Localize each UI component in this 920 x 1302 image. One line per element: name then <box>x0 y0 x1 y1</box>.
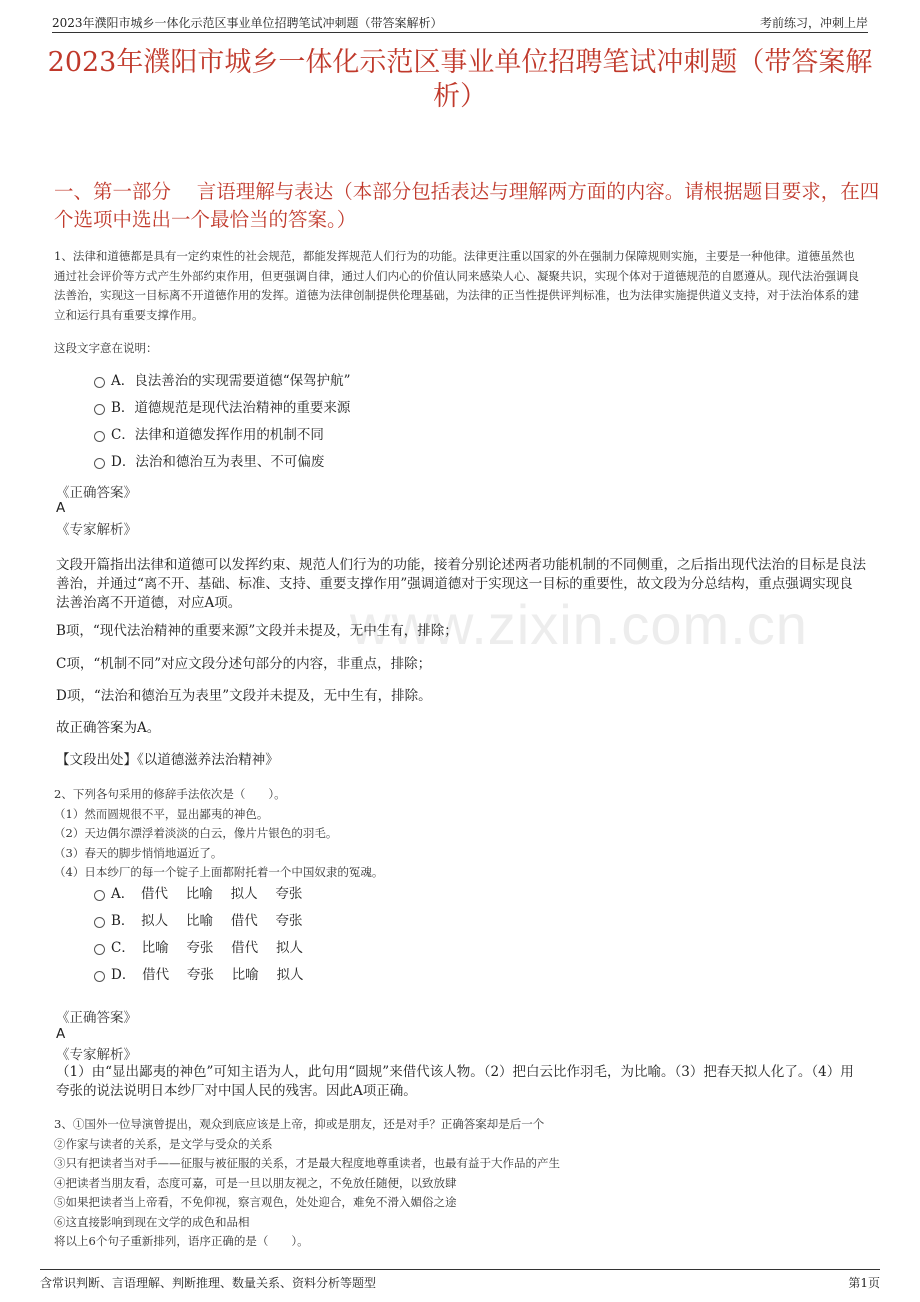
answer-value: A <box>56 500 66 516</box>
analysis-paragraph: D项，“法治和德治互为表里”文段并未提及，无中生有，排除。 <box>56 688 432 704</box>
radio-icon[interactable] <box>94 431 105 442</box>
radio-icon[interactable] <box>94 890 105 901</box>
option-a[interactable]: A． 借代 比喻 拟人 夸张 <box>94 881 303 908</box>
radio-icon[interactable] <box>94 404 105 415</box>
question-1-options <box>94 368 351 476</box>
watermark: www.zixin.com.cn <box>350 593 808 656</box>
question-1-ask: 这段文字意在说明： <box>54 341 158 355</box>
header-doc-title: 2023年濮阳市城乡一体化示范区事业单位招聘笔试冲刺题（带答案解析） <box>52 16 443 30</box>
page-header <box>52 10 868 33</box>
question-2-stem: 2、下列各句采用的修辞手法依次是（ ）。 （1）然而圆规很不平，显出鄙夷的神色。 （2）天边偶尔漂浮着淡淡的白云，像片片银色的羽毛。 （3）春天的脚步悄悄地逼近了。 （4）日本纱厂的每一个锭子上面都附托着一个中国奴隶的冤魂。 <box>54 787 384 879</box>
analysis-paragraph: B项，“现代法治精神的重要来源”文段并未提及，无中生有，排除； <box>56 623 458 639</box>
analysis-paragraph: 文段开篇指出法律和道德可以发挥约束、规范人们行为的功能，接着分别论述两者功能机制的不同侧重，之后指出现代法治的目标是良法善治，并通过“离不开、基础、标准、支持、重要支撑作用”强调道德对于实现这一目标的重要性，故文段为分总结构，重点强调实现良法善治离不开道德，对应A项。 <box>56 557 866 611</box>
answer-label: 《正确答案》 <box>56 1010 137 1026</box>
option-c[interactable]: C．法律和道德发挥作用的机制不同 <box>94 422 351 449</box>
option-b[interactable]: B．道德规范是现代法治精神的重要来源 <box>94 395 351 422</box>
radio-icon[interactable] <box>94 917 105 928</box>
question-1-stem: 1、法律和道德都是具有一定约束性的社会规范，都能发挥规范人们行为的功能。法律更注重以国家的外在强制力保障规则实施，主要是一种他律。道德虽然也通过社会评价等方式产生外部约束作用，但更强调自律，通过人们内心的价值认同来感染人心、凝聚共识，实现个体对于道德规范的自愿遵从。现代法治强调良法善治，实现这一目标离不开道德作用的发挥。道德为法律创制提供伦理基础，为法律的正当性提供评判标准，也为法律实施提供道义支持，对于法治体系的建立和运行具有重要支撑作用。 <box>54 249 859 322</box>
header-slogan: 考前练习，冲刺上岸 <box>759 16 868 30</box>
option-d[interactable]: D．法治和德治互为表里、不可偏废 <box>94 449 351 476</box>
answer-label: 《正确答案》 <box>56 485 137 501</box>
footer-description: 含常识判断、言语理解、判断推理、数量关系、资料分析等题型 <box>40 1276 377 1290</box>
analysis-paragraph: 故正确答案为A。 <box>56 720 161 736</box>
analysis-paragraph: （1）由“显出鄙夷的神色”可知主语为人，此句用“圆规”来借代该人物。（2）把白云比作羽毛，为比喻。（3）把春天拟人化了。（4）用夸张的说法说明日本纱厂对中国人民的残害。因此A项正确。 <box>56 1064 854 1099</box>
analysis-label: 《专家解析》 <box>56 1047 137 1063</box>
analysis-paragraph: C项，“机制不同”对应文段分述句部分的内容，非重点，排除； <box>56 656 432 672</box>
radio-icon[interactable] <box>94 944 105 955</box>
page-title: 2023年濮阳市城乡一体化示范区事业单位招聘笔试冲刺题（带答案解析） <box>47 47 873 112</box>
option-a[interactable]: A．良法善治的实现需要道德“保驾护航” <box>94 368 351 395</box>
question-3-stem: 3、①国外一位导演曾提出，观众到底应该是上帝，抑或是朋友，还是对手？正确答案却是后一个 ②作家与读者的关系，是文学与受众的关系 ③只有把读者当对手——征服与被征服的关系，才是最大程度地尊重读者，也最有益于大作品的产生 ④把读者当朋友看，态度可嘉，可是一旦以朋友视之，不免放任随便，以致放肆 ⑤如果把读者当上帝看，不免仰视，察言观色，处处迎合，难免不滑入媚俗之途 ⑥这直接影响到现在文学的成色和品相 将以上6个句子重新排列，语序正确的是（ ）。 <box>54 1117 560 1248</box>
analysis-label: 《专家解析》 <box>56 522 137 538</box>
question-2-options <box>94 881 303 989</box>
answer-value: A <box>56 1026 66 1042</box>
radio-icon[interactable] <box>94 458 105 469</box>
section-heading: 一、第一部分 言语理解与表达（本部分包括表达与理解两方面的内容。请根据题目要求，在四个选项中选出一个最恰当的答案。） <box>54 180 880 231</box>
source-note: 【文段出处】《以道德滋养法治精神》 <box>56 752 279 768</box>
page-number: 第1页 <box>848 1276 880 1290</box>
radio-icon[interactable] <box>94 377 105 388</box>
radio-icon[interactable] <box>94 971 105 982</box>
page-footer <box>40 1269 880 1290</box>
option-d[interactable]: D． 借代 夸张 比喻 拟人 <box>94 962 303 989</box>
option-c[interactable]: C． 比喻 夸张 借代 拟人 <box>94 935 303 962</box>
option-b[interactable]: B． 拟人 比喻 借代 夸张 <box>94 908 303 935</box>
